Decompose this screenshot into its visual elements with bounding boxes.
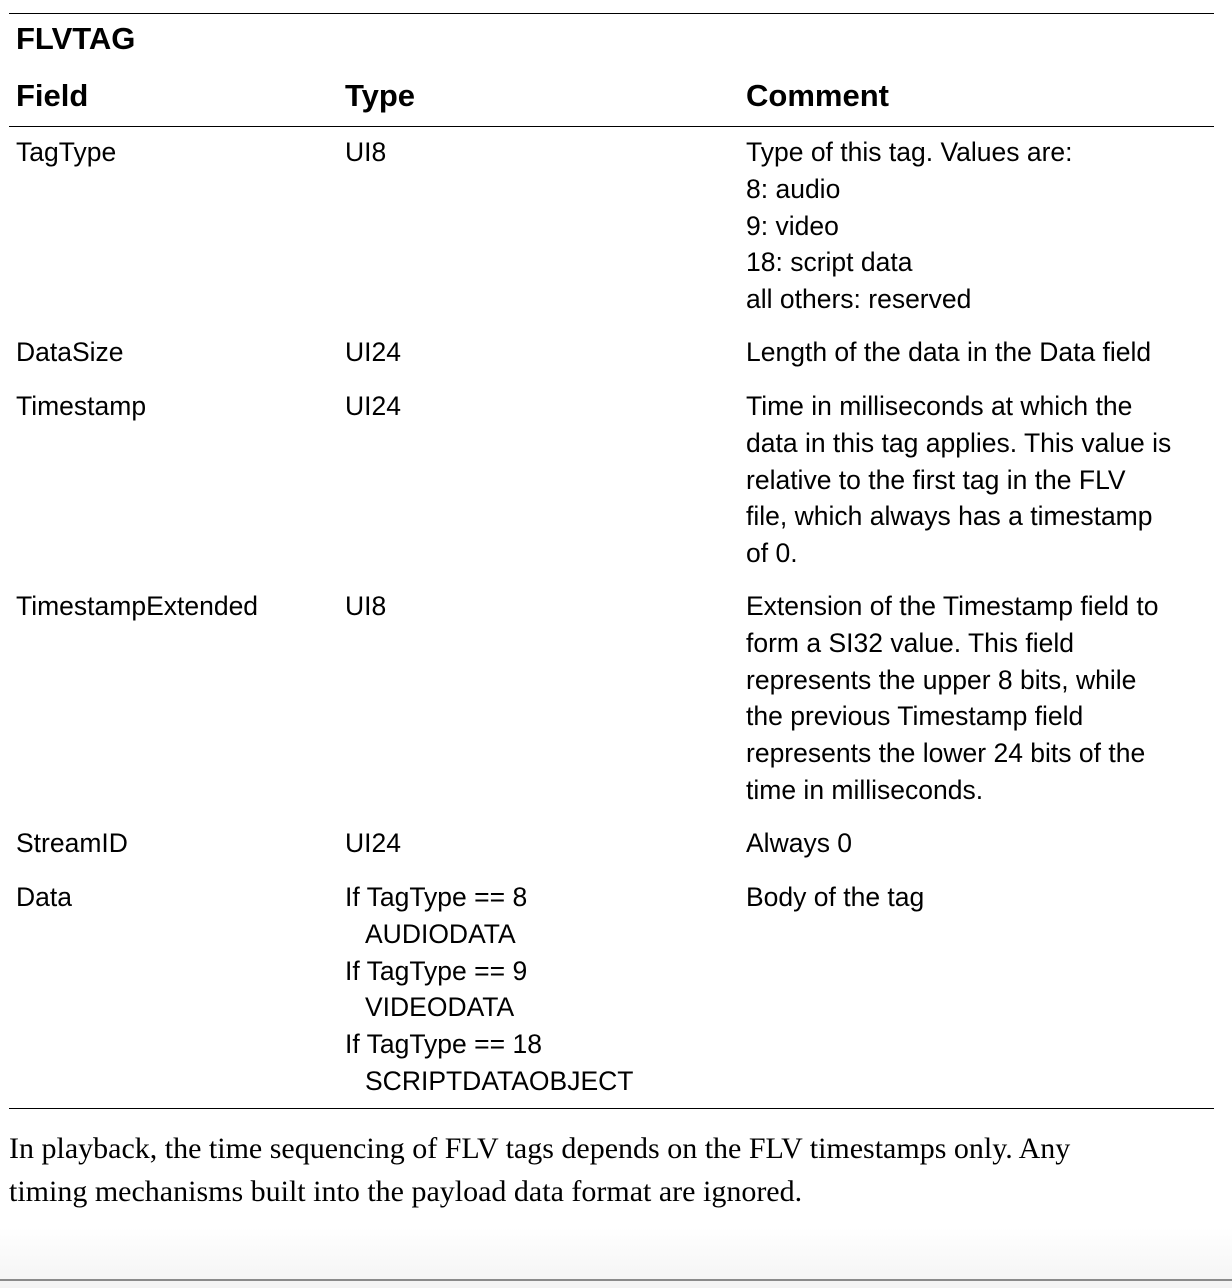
comment-line: Always 0 <box>746 828 853 858</box>
paragraph-line: timing mechanisms built into the payload data format are ignored. <box>9 1175 803 1208</box>
field-cell <box>16 825 128 862</box>
type-line: AUDIODATA <box>365 918 516 949</box>
field-cell <box>16 879 72 916</box>
comment-line: Body of the tag <box>746 882 925 912</box>
field-name: Timestamp <box>16 391 147 421</box>
table-title: FLVTAG <box>16 21 136 56</box>
field-name: DataSize <box>16 337 124 367</box>
type-line: SCRIPTDATAOBJECT <box>365 1065 634 1096</box>
comment-line: Type of this tag. Values are: <box>746 137 1073 167</box>
type-line: UI24 <box>345 391 401 421</box>
comment-line: data in this tag applies. This value is <box>746 427 1172 458</box>
field-name: Data <box>16 882 72 912</box>
comment-line: form a SI32 value. This field <box>746 627 1074 658</box>
comment-line: all others: reserved <box>746 284 972 315</box>
type-line: UI24 <box>345 337 401 367</box>
field-name: TimestampExtended <box>16 591 259 621</box>
field-cell <box>16 388 146 425</box>
body-paragraph <box>9 1127 1209 1213</box>
type-line: If TagType == 9 <box>345 955 528 986</box>
page-bottom-divider <box>0 1279 1232 1281</box>
comment-cell <box>746 334 1151 371</box>
comment-cell <box>746 388 1171 572</box>
field-cell <box>16 134 116 171</box>
field-cell <box>16 588 258 625</box>
comment-line: Time in milliseconds at which the <box>746 391 1133 421</box>
comment-line: 9: video <box>746 210 839 241</box>
comment-line: time in milliseconds. <box>746 774 984 805</box>
type-cell <box>345 334 401 371</box>
comment-line: of 0. <box>746 538 798 569</box>
comment-line: 8: audio <box>746 173 841 204</box>
type-cell <box>345 134 386 171</box>
comment-line: represents the upper 8 bits, while <box>746 664 1137 695</box>
comment-line: file, which always has a timestamp <box>746 501 1153 532</box>
type-line: If TagType == 18 <box>345 1029 542 1060</box>
type-line: VIDEODATA <box>365 992 515 1023</box>
type-cell <box>345 588 386 625</box>
type-cell <box>345 825 401 862</box>
field-name: StreamID <box>16 828 128 858</box>
comment-line: Extension of the Timestamp field to <box>746 591 1159 621</box>
type-line: UI24 <box>345 828 401 858</box>
comment-line: Length of the data in the Data field <box>746 337 1152 367</box>
comment-cell <box>746 588 1158 809</box>
field-name: TagType <box>16 137 117 167</box>
type-cell <box>345 388 401 425</box>
type-line: If TagType == 8 <box>345 882 528 912</box>
comment-line: the previous Timestamp field <box>746 701 1084 732</box>
type-line: UI8 <box>345 137 387 167</box>
field-cell <box>16 334 124 371</box>
comment-cell <box>746 879 924 916</box>
comment-cell <box>746 825 852 862</box>
comment-line: 18: script data <box>746 247 913 278</box>
table-top-rule <box>9 13 1214 14</box>
type-cell <box>345 879 633 1100</box>
table-header-rule <box>9 126 1214 127</box>
table-bottom-rule <box>9 1108 1214 1109</box>
header-comment: Comment <box>746 78 889 113</box>
type-line: UI8 <box>345 591 387 621</box>
header-type: Type <box>345 78 416 113</box>
comment-line: represents the lower 24 bits of the <box>746 738 1146 769</box>
paragraph-line: In playback, the time sequencing of FLV tags depends on the FLV timestamps only. Any <box>9 1132 1071 1165</box>
comment-cell <box>746 134 1073 318</box>
comment-line: relative to the first tag in the FLV <box>746 464 1126 495</box>
header-field: Field <box>16 78 89 113</box>
